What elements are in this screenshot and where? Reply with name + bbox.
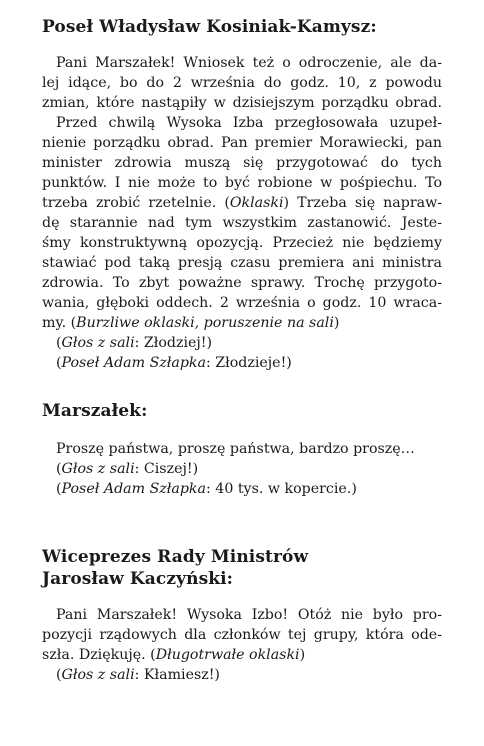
reaction-paren-close: ) <box>333 315 340 331</box>
speech-line-with-reaction <box>42 645 305 665</box>
interjection-text: : Złodziej! <box>134 335 207 351</box>
reaction-long-applause: Długotrwałe oklaski <box>155 647 300 663</box>
speech-line: Proszę państwa, proszę państwa, bardzo proszę… <box>56 441 415 457</box>
interjection-speaker: Poseł Adam Szłapka <box>61 355 206 371</box>
speaker-heading-kaczynski-line1: Wiceprezes Rady Ministrów <box>42 547 309 567</box>
speech-line-with-reaction <box>42 313 339 333</box>
reaction-paren-close: ) <box>299 647 306 663</box>
speech-text: szła. Dziękuję. <box>42 647 146 663</box>
speaker-heading-kosiniak-kamysz: Poseł Władysław Kosiniak-Kamysz: <box>42 17 377 37</box>
interjection-line: (Poseł Adam Szłapka: Złodzieje!) <box>56 355 292 371</box>
speech-line: nienie porządku obrad. Pan premier Morawiecki, pan <box>42 135 442 151</box>
reaction-paren-open: ( <box>70 315 77 331</box>
interjection-speaker: Głos z sali <box>61 667 135 683</box>
interjection-line: (Poseł Adam Szłapka: 40 tys. w kopercie.) <box>56 481 357 497</box>
reaction-paren-close: ) <box>283 195 290 211</box>
speech-line: Przed chwilą Wysoka Izba przegłosowała uzupeł- <box>56 115 442 131</box>
speech-line: śmy konstruktywną opozycją. Przecież nie będziemy <box>42 235 442 251</box>
speech-line: pozycji rządowych dla członków tej grupy, która ode- <box>42 627 442 643</box>
speech-line: punktów. I nie może to być robione w pośpiechu. To <box>42 175 442 191</box>
interjection-text: : 40 tys. w kopercie. <box>206 481 352 497</box>
interjection-line: (Głos z sali: Kłamiesz!) <box>56 667 220 683</box>
interjection-text: : Kłamiesz! <box>134 667 215 683</box>
speaker-heading-marshal: Marszałek: <box>42 401 148 421</box>
reaction-paren-open: ( <box>150 647 156 663</box>
interjection-speaker: Głos z sali <box>61 461 135 477</box>
speech-text: Trzeba się napraw- <box>297 195 443 211</box>
interjection-text: : Ciszej! <box>134 461 193 477</box>
interjection-speaker: Głos z sali <box>61 335 135 351</box>
reaction-stormy-applause: Burzliwe oklaski, poruszenie na sali <box>76 315 334 331</box>
speaker-heading-kaczynski-line2: Jarosław Kaczyński: <box>42 569 234 589</box>
interjection-text: : Złodzieje! <box>206 355 287 371</box>
speech-line: minister zdrowia muszą się przygotować do tych <box>42 155 442 171</box>
speech-line: dę starannie nad tym wszystkim zastanowić. Jeste- <box>42 215 442 231</box>
speech-line: zmian, które nastąpiły w dzisiejszym porządku obrad. <box>42 95 442 111</box>
speech-line: stawiać pod taką presją czasu premiera ani ministra <box>42 255 442 271</box>
speech-line-with-reaction <box>42 193 442 213</box>
interjection-line: (Głos z sali: Złodziej!) <box>56 335 213 351</box>
interjection-line: (Głos z sali: Ciszej!) <box>56 461 199 477</box>
speech-line: wania, głęboki oddech. 2 września o godz. 10 wraca- <box>42 295 442 311</box>
speech-line: lej idące, bo do 2 września do godz. 10, z powodu <box>42 75 442 91</box>
speech-text: my. <box>42 315 67 331</box>
speech-line: Pani Marszałek! Wysoka Izbo! Otóż nie było pro- <box>56 607 442 623</box>
speech-line: zdrowia. To zbyt poważne sprawy. Trochę przygoto- <box>42 275 442 291</box>
reaction-paren-open: ( <box>224 195 230 211</box>
interjection-speaker: Poseł Adam Szłapka <box>61 481 206 497</box>
speech-text: trzeba zrobić rzetelnie. <box>42 195 217 211</box>
reaction-applause: Oklaski <box>229 195 284 211</box>
speech-line: Pani Marszałek! Wniosek też o odroczenie, ale da- <box>56 55 442 71</box>
